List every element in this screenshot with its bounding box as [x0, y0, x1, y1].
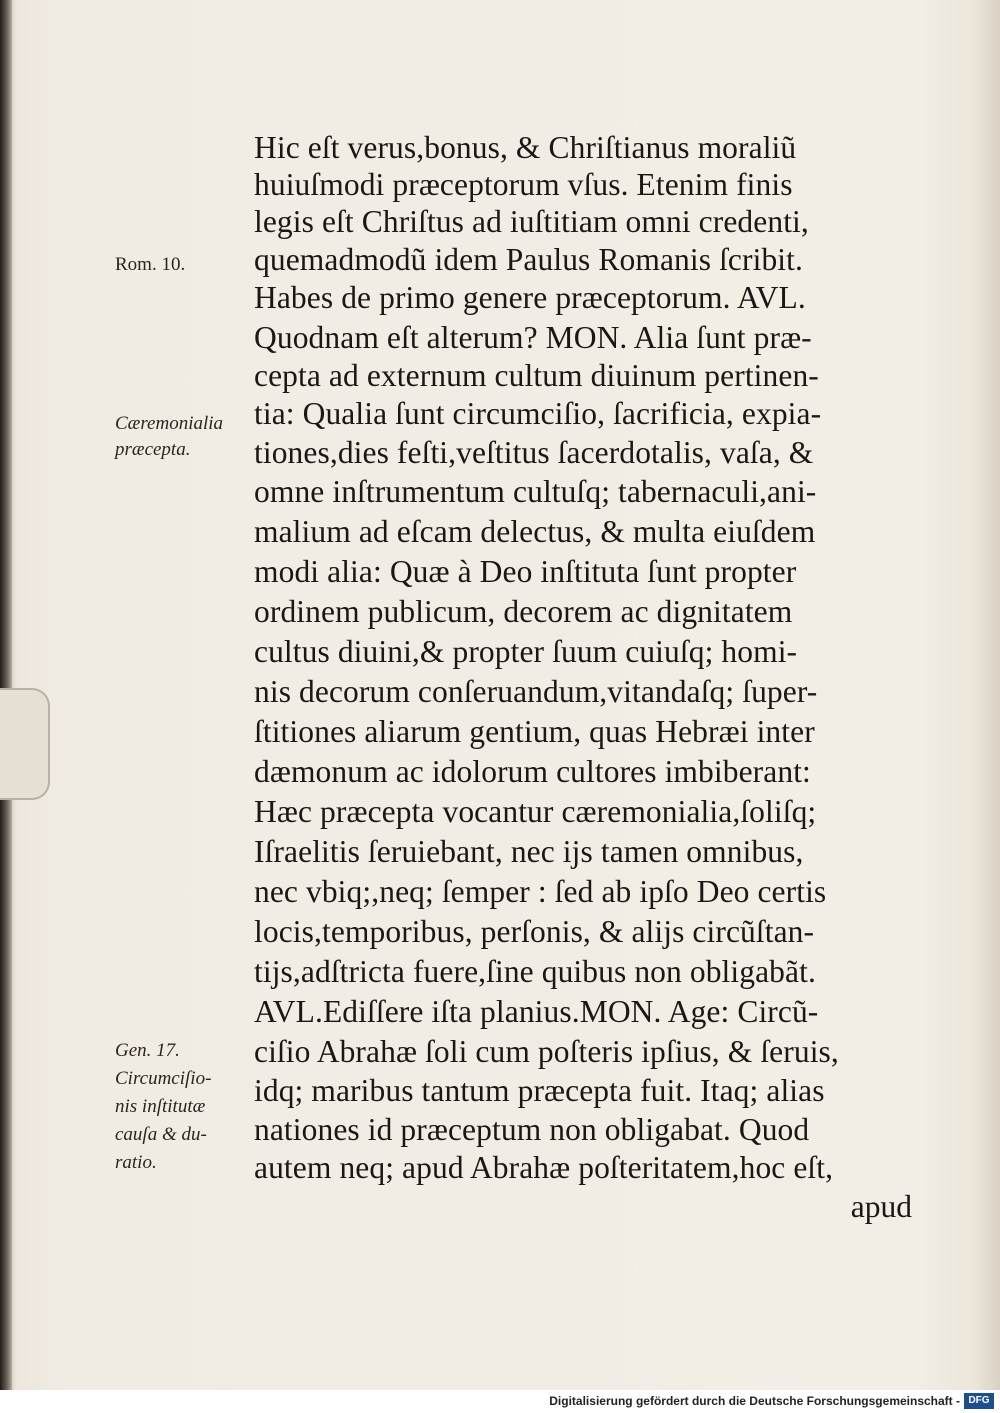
- text-line: cepta ad externum cultum diuinum pertinen-: [254, 358, 819, 393]
- text-line: legis eſt Chriſtus ad iuſtitiam omni credenti,: [254, 204, 809, 239]
- text-line: nationes id præceptum non obligabat. Quod: [254, 1112, 810, 1147]
- marginal-note-causa: cauſa & du-: [115, 1124, 207, 1145]
- text-line: dæmonum ac idolorum cultores imbiberant:: [254, 754, 811, 789]
- text-line: Iſraelitis ſeruiebant, nec ijs tamen omnibus,: [254, 834, 804, 869]
- catchword: apud: [850, 1189, 912, 1224]
- text-line: ciſio Abrahæ ſoli cum poſteris ipſius, & ſeruis,: [254, 1034, 839, 1069]
- text-line: Hæc præcepta vocantur cæremonialia,ſoliſq;: [254, 794, 817, 829]
- marginal-note-caeremonialia: Cæremonialia: [115, 413, 224, 434]
- text-line: tijs,adſtricta fuere,ſine quibus non obligabãt.: [254, 954, 816, 989]
- marginal-note-gen: Gen. 17.: [115, 1040, 180, 1061]
- text-line: modi alia: Quæ à Deo inſtituta ſunt propter: [254, 554, 797, 589]
- marginal-note-circumcisionis: Circumciſio-: [115, 1068, 212, 1089]
- footer-credit: Digitalisierung gefördert durch die Deutsche Forschungsgemeinschaft -: [549, 1394, 960, 1408]
- text-line: Hic eſt verus,bonus, & Chriſtianus moraliũ: [254, 130, 797, 165]
- text-line: huiuſmodi præceptorum vſus. Etenim finis: [254, 167, 793, 202]
- marginal-note-praecepta: præcepta.: [115, 439, 191, 460]
- text-line: Habes de primo genere præceptorum. AVL.: [254, 280, 806, 315]
- text-line: AVL.Ediſſere iſta planius.MON. Age: Circũ-: [254, 994, 819, 1029]
- text-line: malium ad eſcam delectus, & multa eiuſdem: [254, 514, 816, 549]
- text-line: quemadmodũ idem Paulus Romanis ſcribit.: [254, 242, 803, 277]
- text-line: locis,temporibus, perſonis, & alijs circũſtan-: [254, 914, 815, 949]
- text-line: ordinem publicum, decorem ac dignitatem: [254, 594, 793, 629]
- text-line: nis decorum conſeruandum,vitandaſq; ſuper-: [254, 674, 818, 709]
- text-line: idq; maribus tantum præcepta fuit. Itaq; alias: [254, 1073, 825, 1108]
- footer-bar: [0, 1390, 1000, 1413]
- dfg-logo-icon: DFG: [964, 1393, 994, 1409]
- marginal-note-rom: Rom. 10.: [115, 254, 186, 275]
- text-line: Quodnam eſt alterum? MON. Alia ſunt præ-: [254, 320, 812, 355]
- text-line: cultus diuini,& propter ſuum cuiuſq; homi-: [254, 634, 798, 669]
- text-line: tiones,dies feſti,veſtitus ſacerdotalis, vaſa, &: [254, 435, 814, 470]
- text-line: tia: Qualia ſunt circumciſio, ſacrificia, expia-: [254, 396, 822, 431]
- text-line: ſtitiones aliarum gentium, quas Hebræi inter: [254, 714, 815, 749]
- text-line: autem neq; apud Abrahæ poſteritatem,hoc eſt,: [254, 1150, 834, 1185]
- text-line: nec vbiq;,neq; ſemper : ſed ab ipſo Deo certis: [254, 874, 827, 909]
- marginal-note-ratio: ratio.: [115, 1152, 157, 1173]
- marginal-note-institutae: nis inſtitutæ: [115, 1096, 206, 1117]
- page-clip: [0, 688, 50, 800]
- text-line: omne inſtrumentum cultuſq; tabernaculi,ani-: [254, 474, 817, 509]
